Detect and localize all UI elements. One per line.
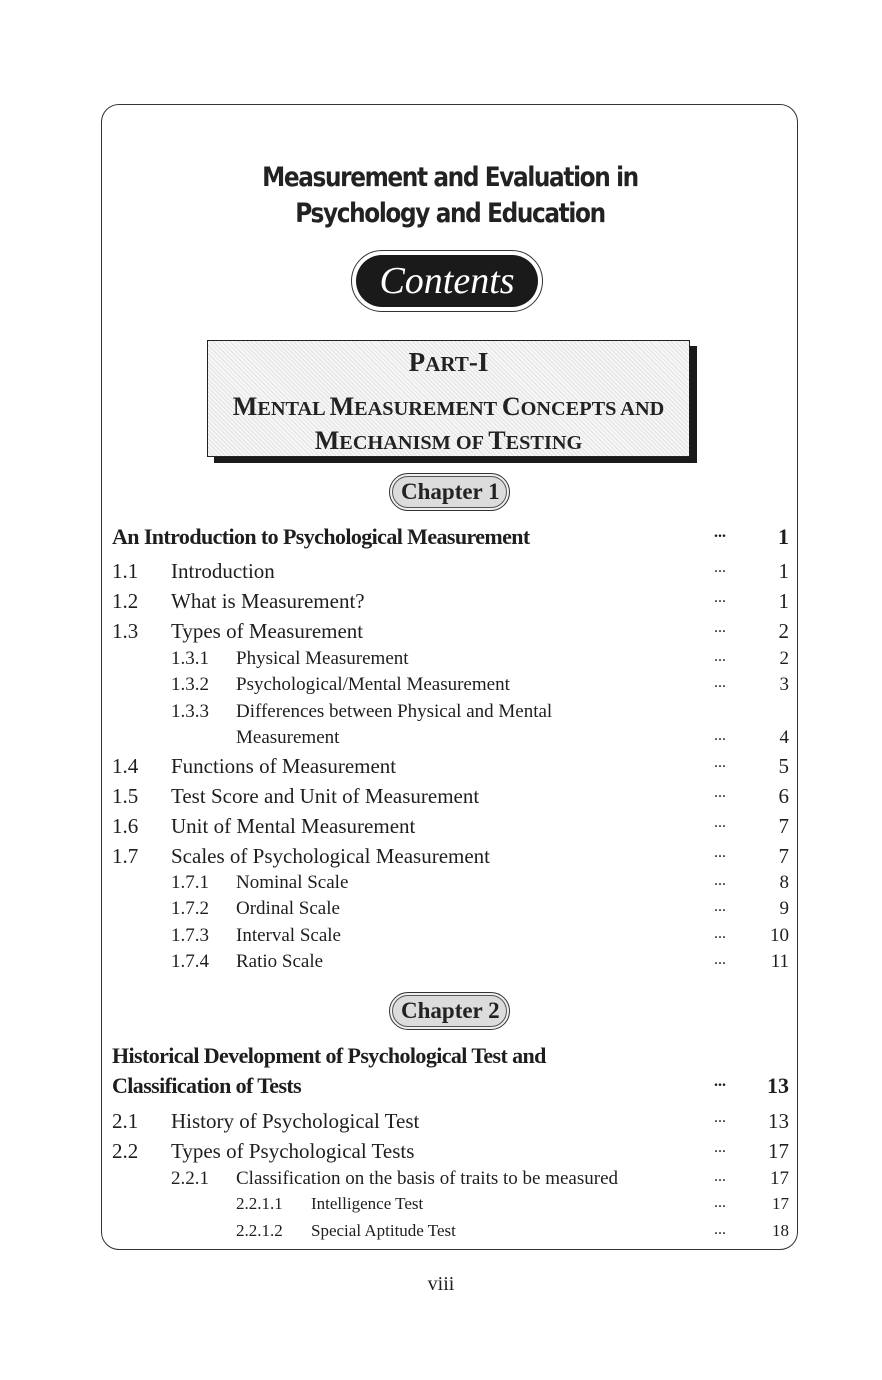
part-box bbox=[207, 340, 690, 457]
leader-dots: ... bbox=[714, 872, 726, 889]
page-ref: 11 bbox=[770, 951, 789, 972]
chapter-2-heading-line-1 bbox=[0, 1043, 882, 1073]
toc-entry bbox=[0, 619, 882, 649]
leader-dots: ... bbox=[714, 727, 726, 744]
toc-entry bbox=[0, 898, 882, 928]
page-ref: 3 bbox=[779, 674, 789, 695]
toc-entry bbox=[0, 589, 882, 619]
page-ref: 18 bbox=[772, 1221, 789, 1240]
section-number: 1.7.4 bbox=[171, 951, 209, 972]
part-label-cap: P bbox=[408, 347, 426, 377]
leader-dots: ... bbox=[714, 674, 726, 691]
toc-entry bbox=[0, 814, 882, 844]
chapter-1-badge bbox=[389, 473, 510, 511]
chapter-1-title: An Introduction to Psychological Measurement bbox=[112, 524, 530, 549]
leader-dots: ... bbox=[714, 1073, 726, 1090]
section-number: 2.2.1 bbox=[171, 1168, 209, 1189]
toc-entry bbox=[0, 674, 882, 704]
leader-dots: ... bbox=[714, 524, 726, 541]
leader-dots: ... bbox=[714, 1221, 726, 1238]
section-number: 1.3 bbox=[112, 619, 139, 643]
entry-title: Introduction bbox=[171, 559, 275, 583]
chapter-2-title-line-2: Classification of Tests bbox=[112, 1073, 302, 1098]
chapter-2-title-line-1: Historical Development of Psychological Test and bbox=[112, 1043, 546, 1068]
section-number: 2.2 bbox=[112, 1139, 139, 1163]
entry-title: Measurement bbox=[236, 727, 340, 748]
entry-title: Differences between Physical and Mental bbox=[236, 701, 553, 722]
part-title bbox=[208, 391, 689, 459]
chapter-1-heading bbox=[0, 524, 882, 554]
book-title-line-1: Measurement and Evaluation in bbox=[262, 162, 638, 193]
entry-title: Classification on the basis of traits to be measured bbox=[236, 1168, 619, 1189]
contents-label: Contents bbox=[356, 255, 538, 307]
leader-dots: ... bbox=[714, 589, 726, 606]
entry-title: Functions of Measurement bbox=[171, 754, 397, 778]
page-ref: 4 bbox=[779, 727, 789, 748]
page-ref: 13 bbox=[767, 1073, 789, 1098]
leader-dots: ... bbox=[714, 844, 726, 861]
part-label bbox=[208, 345, 689, 381]
leader-dots: ... bbox=[714, 619, 726, 636]
toc-entry bbox=[0, 1109, 882, 1139]
section-number: 2.1 bbox=[112, 1109, 139, 1133]
leader-dots: ... bbox=[714, 925, 726, 942]
page-ref: 17 bbox=[768, 1139, 789, 1163]
entry-title: Special Aptitude Test bbox=[311, 1221, 456, 1240]
entry-title: Scales of Psychological Measurement bbox=[171, 844, 490, 868]
page-ref: 13 bbox=[768, 1109, 789, 1133]
entry-title: What is Measurement? bbox=[171, 589, 365, 613]
page-ref: 1 bbox=[778, 589, 789, 613]
toc-entry bbox=[0, 784, 882, 814]
entry-title: Types of Measurement bbox=[171, 619, 364, 643]
entry-title: Unit of Mental Measurement bbox=[171, 814, 416, 838]
section-number: 2.2.1.1 bbox=[236, 1194, 283, 1213]
entry-title: Physical Measurement bbox=[236, 648, 409, 669]
section-number: 1.5 bbox=[112, 784, 139, 808]
section-number: 1.7 bbox=[112, 844, 139, 868]
section-number: 1.2 bbox=[112, 589, 139, 613]
page-ref: 1 bbox=[778, 559, 789, 583]
page-ref: 8 bbox=[779, 872, 789, 893]
entry-title: History of Psychological Test bbox=[171, 1109, 420, 1133]
section-number: 1.7.2 bbox=[171, 898, 209, 919]
entry-title: Ordinal Scale bbox=[236, 898, 340, 919]
chapter-1-label: Chapter 1 bbox=[392, 476, 507, 508]
section-number: 1.7.3 bbox=[171, 925, 209, 946]
toc-entry bbox=[0, 951, 882, 981]
toc-entry bbox=[0, 754, 882, 784]
leader-dots: ... bbox=[714, 754, 726, 771]
toc-entry bbox=[0, 844, 882, 874]
page-ref: 7 bbox=[778, 844, 789, 868]
entry-title: Interval Scale bbox=[236, 925, 341, 946]
leader-dots: ... bbox=[714, 1168, 726, 1185]
page-ref: 17 bbox=[772, 1194, 789, 1213]
part-label-rest: ART bbox=[425, 352, 469, 376]
entry-title: Ratio Scale bbox=[236, 951, 324, 972]
book-title-line-2: Psychology and Education bbox=[295, 198, 605, 229]
entry-title: Nominal Scale bbox=[236, 872, 349, 893]
section-number: 2.2.1.2 bbox=[236, 1221, 283, 1240]
contents-badge bbox=[351, 250, 543, 312]
leader-dots: ... bbox=[714, 814, 726, 831]
leader-dots: ... bbox=[714, 951, 726, 968]
entry-title: Intelligence Test bbox=[311, 1194, 424, 1213]
book-title bbox=[63, 160, 837, 232]
leader-dots: ... bbox=[714, 1109, 726, 1126]
entry-title: Types of Psychological Tests bbox=[171, 1139, 415, 1163]
page-ref: 1 bbox=[778, 524, 789, 549]
page-ref: 9 bbox=[779, 898, 789, 919]
section-number: 1.6 bbox=[112, 814, 139, 838]
toc-entry bbox=[0, 727, 882, 757]
page-ref: 10 bbox=[770, 925, 789, 946]
section-number: 1.3.3 bbox=[171, 701, 209, 722]
page-ref: 17 bbox=[770, 1168, 789, 1189]
leader-dots: ... bbox=[714, 1194, 726, 1211]
section-number: 1.4 bbox=[112, 754, 139, 778]
section-number: 1.3.2 bbox=[171, 674, 209, 695]
chapter-2-badge bbox=[389, 992, 510, 1030]
entry-title: Test Score and Unit of Measurement bbox=[171, 784, 480, 808]
section-number: 1.1 bbox=[112, 559, 139, 583]
toc-entry bbox=[0, 1221, 882, 1251]
part-label-suffix: -I bbox=[468, 347, 489, 377]
page-ref: 6 bbox=[778, 784, 789, 808]
leader-dots: ... bbox=[714, 559, 726, 576]
entry-title: Psychological/Mental Measurement bbox=[236, 674, 510, 695]
toc-entry bbox=[0, 1139, 882, 1169]
leader-dots: ... bbox=[714, 898, 726, 915]
page-ref: 7 bbox=[778, 814, 789, 838]
part-title-line-2: MECHANISM OF TESTING bbox=[314, 426, 583, 455]
section-number: 1.3.1 bbox=[171, 648, 209, 669]
section-number: 1.7.1 bbox=[171, 872, 209, 893]
page-ref: 2 bbox=[779, 648, 789, 669]
chapter-2-heading-line-2 bbox=[0, 1073, 882, 1103]
page-ref: 2 bbox=[778, 619, 789, 643]
leader-dots: ... bbox=[714, 784, 726, 801]
page-ref: 5 bbox=[778, 754, 789, 778]
leader-dots: ... bbox=[714, 1139, 726, 1156]
toc-entry bbox=[0, 559, 882, 589]
leader-dots: ... bbox=[714, 648, 726, 665]
toc-entry bbox=[0, 1194, 882, 1224]
part-title-line-1: MENTAL MEASUREMENT CONCEPTS AND bbox=[232, 392, 665, 421]
chapter-2-label: Chapter 2 bbox=[392, 995, 507, 1027]
page-number: viii bbox=[427, 1273, 455, 1295]
